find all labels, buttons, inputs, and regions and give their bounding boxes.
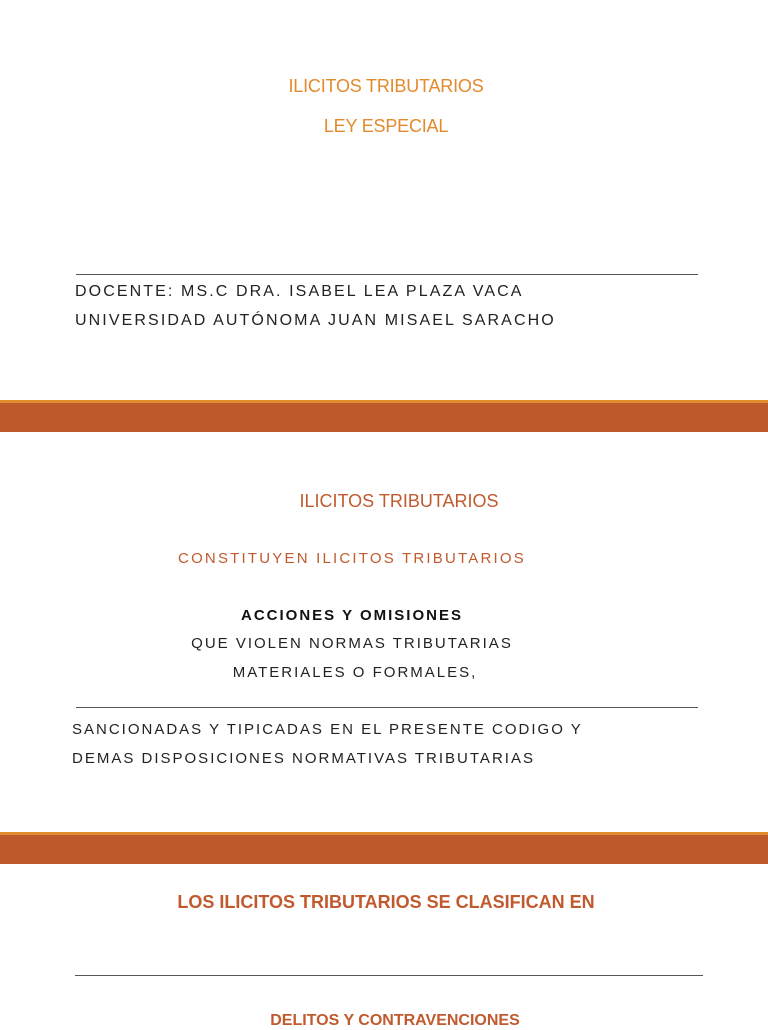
university-line: UNIVERSIDAD AUTÓNOMA JUAN MISAEL SARACHO bbox=[75, 312, 556, 329]
materiales-line: MATERIALES O FORMALES, bbox=[232, 664, 478, 681]
normas-line: QUE VIOLEN NORMAS TRIBUTARIAS bbox=[191, 635, 513, 652]
slide-1-title: ILICITOS TRIBUTARIOS bbox=[288, 76, 484, 96]
slide-1-subtitle: LEY ESPECIAL bbox=[323, 116, 449, 136]
slide-3-divider bbox=[75, 975, 703, 976]
slide-2-title: ILICITOS TRIBUTARIOS bbox=[299, 491, 499, 511]
demas-line: DEMAS DISPOSICIONES NORMATIVAS TRIBUTARIAS bbox=[72, 750, 535, 767]
slide-1-divider bbox=[76, 274, 698, 275]
docente-line: DOCENTE: MS.C DRA. ISABEL LEA PLAZA VACA bbox=[75, 283, 524, 300]
delitos-contravenciones-line: DELITOS Y CONTRAVENCIONES bbox=[270, 1012, 520, 1029]
slide-3-title: LOS ILICITOS TRIBUTARIOS SE CLASIFICAN EN bbox=[177, 892, 595, 912]
sancionadas-line: SANCIONADAS Y TIPICADAS EN EL PRESENTE CODIGO Y bbox=[72, 721, 583, 738]
slide-2-subtitle: CONSTITUYEN ILICITOS TRIBUTARIOS bbox=[178, 550, 526, 567]
acciones-omisiones-line: ACCIONES Y OMISIONES bbox=[241, 607, 463, 624]
slide-2-divider bbox=[76, 707, 698, 708]
slide-separator-band bbox=[0, 400, 768, 432]
slide-separator-band-2 bbox=[0, 832, 768, 864]
